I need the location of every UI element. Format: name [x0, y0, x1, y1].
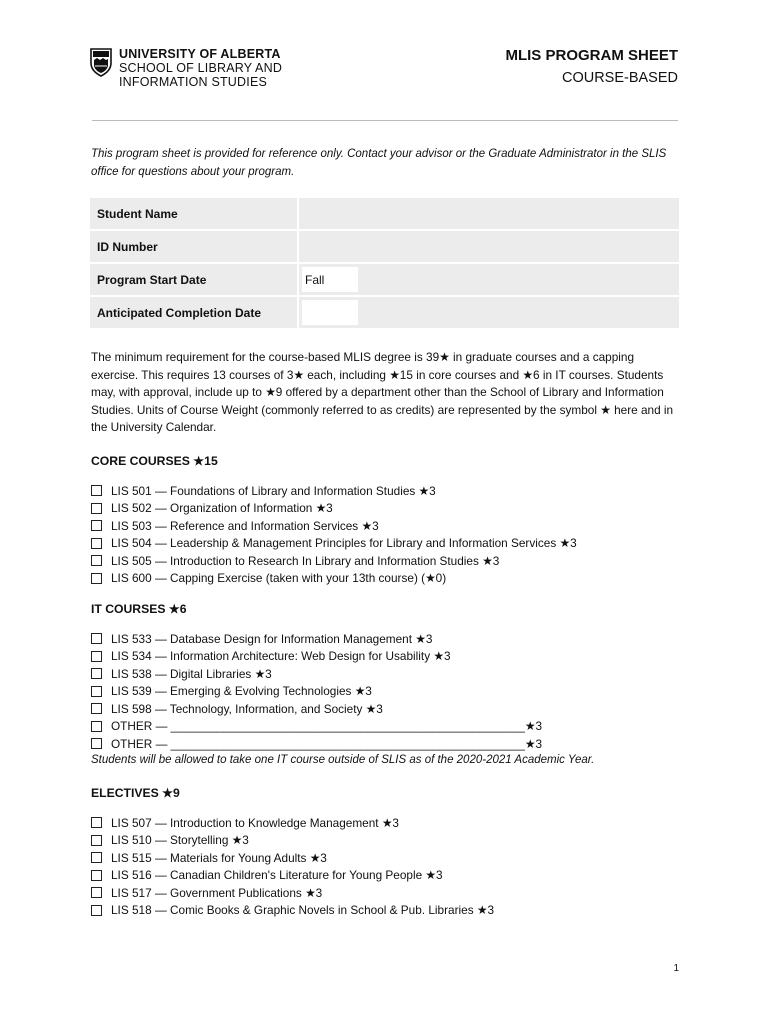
- electives-section: [91, 786, 494, 919]
- course-item: [91, 902, 494, 920]
- course-item: [91, 482, 577, 500]
- course-checkbox[interactable]: [91, 573, 102, 584]
- sheet-subtitle: COURSE-BASED: [561, 70, 678, 86]
- course-checkbox[interactable]: [91, 485, 102, 496]
- course-checkbox[interactable]: [91, 835, 102, 846]
- course-checkbox[interactable]: [91, 703, 102, 714]
- school-name-line1: SCHOOL OF LIBRARY AND: [119, 61, 283, 75]
- course-checkbox[interactable]: [91, 651, 102, 662]
- course-checkbox[interactable]: [91, 887, 102, 898]
- course-checkbox[interactable]: [91, 538, 102, 549]
- course-label: LIS 503 — Reference and Information Services ★3: [111, 518, 379, 533]
- course-item: [91, 535, 577, 553]
- course-checkbox[interactable]: [91, 852, 102, 863]
- course-checkbox[interactable]: [91, 668, 102, 679]
- course-label: LIS 534 — Information Architecture: Web Design for Usability ★3: [111, 649, 451, 664]
- course-label: LIS 516 — Canadian Children's Literature for Young People ★3: [111, 868, 443, 883]
- requirements-paragraph: The minimum requirement for the course-based MLIS degree is 39★ in graduate courses and a capping exercise. This requires 13 courses of 3★ each, including ★15 in core courses and ★6 in IT courses. Students may, with approval, include up to ★9 offered by a department other than the School of Library and Information Studies. Units of Course Weight (commonly referred to as credits) are represented by the symbol ★ here and in the University Calendar.: [91, 350, 674, 434]
- course-item: [91, 648, 594, 666]
- core-courses-title: CORE COURSES ★15: [91, 454, 218, 468]
- course-item: [91, 552, 577, 570]
- course-item: [91, 500, 577, 518]
- course-item: [91, 884, 494, 902]
- university-crest-icon: [90, 47, 112, 77]
- course-checkbox[interactable]: [91, 520, 102, 531]
- course-label: LIS 507 — Introduction to Knowledge Management ★3: [111, 815, 399, 830]
- id-number-label: ID Number: [90, 231, 297, 262]
- it-courses-title: IT COURSES ★6: [91, 602, 187, 616]
- course-item: [91, 700, 594, 718]
- course-label: LIS 533 — Database Design for Information Management ★3: [111, 631, 433, 646]
- page-number: 1: [673, 963, 679, 974]
- course-checkbox[interactable]: [91, 633, 102, 644]
- course-checkbox[interactable]: [91, 721, 102, 732]
- course-label: LIS 598 — Technology, Information, and Society ★3: [111, 701, 383, 716]
- student-name-field[interactable]: [299, 198, 679, 229]
- course-item: [91, 814, 494, 832]
- school-name-line2: INFORMATION STUDIES: [119, 75, 268, 89]
- start-date-row: [90, 264, 679, 295]
- course-item: [91, 849, 494, 867]
- start-date-cell: [299, 264, 679, 295]
- course-checkbox[interactable]: [91, 905, 102, 916]
- course-label: LIS 600 — Capping Exercise (taken with your 13th course) (★0): [111, 571, 447, 586]
- course-item: [91, 683, 594, 701]
- core-courses-section: [91, 454, 577, 587]
- course-item: [91, 517, 577, 535]
- course-label: LIS 539 — Emerging & Evolving Technologies ★3: [111, 684, 372, 699]
- student-name-label: Student Name: [90, 198, 297, 229]
- completion-date-label: Anticipated Completion Date: [90, 297, 297, 328]
- course-checkbox[interactable]: [91, 503, 102, 514]
- completion-date-row: [90, 297, 679, 328]
- course-item: [91, 867, 494, 885]
- course-item: [91, 718, 594, 736]
- course-label: LIS 505 — Introduction to Research In Library and Information Studies ★3: [111, 553, 500, 568]
- it-courses-note: Students will be allowed to take one IT course outside of SLIS as of the 2020-2021 Academic Year.: [91, 753, 595, 766]
- course-label: LIS 538 — Digital Libraries ★3: [111, 666, 272, 681]
- course-item: [91, 630, 594, 648]
- course-checkbox[interactable]: [91, 686, 102, 697]
- course-label: LIS 518 — Comic Books & Graphic Novels in School & Pub. Libraries ★3: [111, 903, 495, 918]
- course-label: LIS 504 — Leadership & Management Principles for Library and Information Services ★3: [111, 536, 577, 551]
- sheet-title: MLIS PROGRAM SHEET: [505, 47, 678, 64]
- id-number-row: [90, 231, 679, 262]
- id-number-field[interactable]: [299, 231, 679, 262]
- it-courses-section: [91, 602, 594, 766]
- course-label: LIS 501 — Foundations of Library and Information Studies ★3: [111, 483, 436, 498]
- course-checkbox[interactable]: [91, 870, 102, 881]
- course-label: LIS 515 — Materials for Young Adults ★3: [111, 850, 327, 865]
- intro-text: This program sheet is provided for reference only. Contact your advisor or the Graduate Administrator in the SLIS office for questions about your program.: [91, 148, 667, 178]
- course-item: [91, 665, 594, 683]
- course-label: OTHER — ______________________________________________________★3: [111, 719, 543, 734]
- university-logo: [90, 47, 282, 89]
- course-checkbox[interactable]: [91, 738, 102, 749]
- course-item: [91, 570, 577, 588]
- course-item: [91, 832, 494, 850]
- student-info-table: [90, 198, 679, 330]
- course-checkbox[interactable]: [91, 817, 102, 828]
- header-divider: [92, 120, 678, 121]
- completion-date-field[interactable]: [302, 300, 358, 325]
- start-date-field[interactable]: Fall: [302, 267, 358, 292]
- course-label: LIS 517 — Government Publications ★3: [111, 885, 323, 900]
- course-checkbox[interactable]: [91, 555, 102, 566]
- course-label: LIS 502 — Organization of Information ★3: [111, 501, 333, 516]
- completion-date-cell: [299, 297, 679, 328]
- electives-title: ELECTIVES ★9: [91, 786, 180, 800]
- university-name: UNIVERSITY OF ALBERTA: [119, 47, 281, 61]
- course-label: OTHER — ______________________________________________________★3: [111, 736, 543, 751]
- sheet-title-block: [505, 47, 678, 86]
- course-item: [91, 735, 594, 753]
- course-label: LIS 510 — Storytelling ★3: [111, 833, 249, 848]
- start-date-label: Program Start Date: [90, 264, 297, 295]
- student-name-row: [90, 198, 679, 229]
